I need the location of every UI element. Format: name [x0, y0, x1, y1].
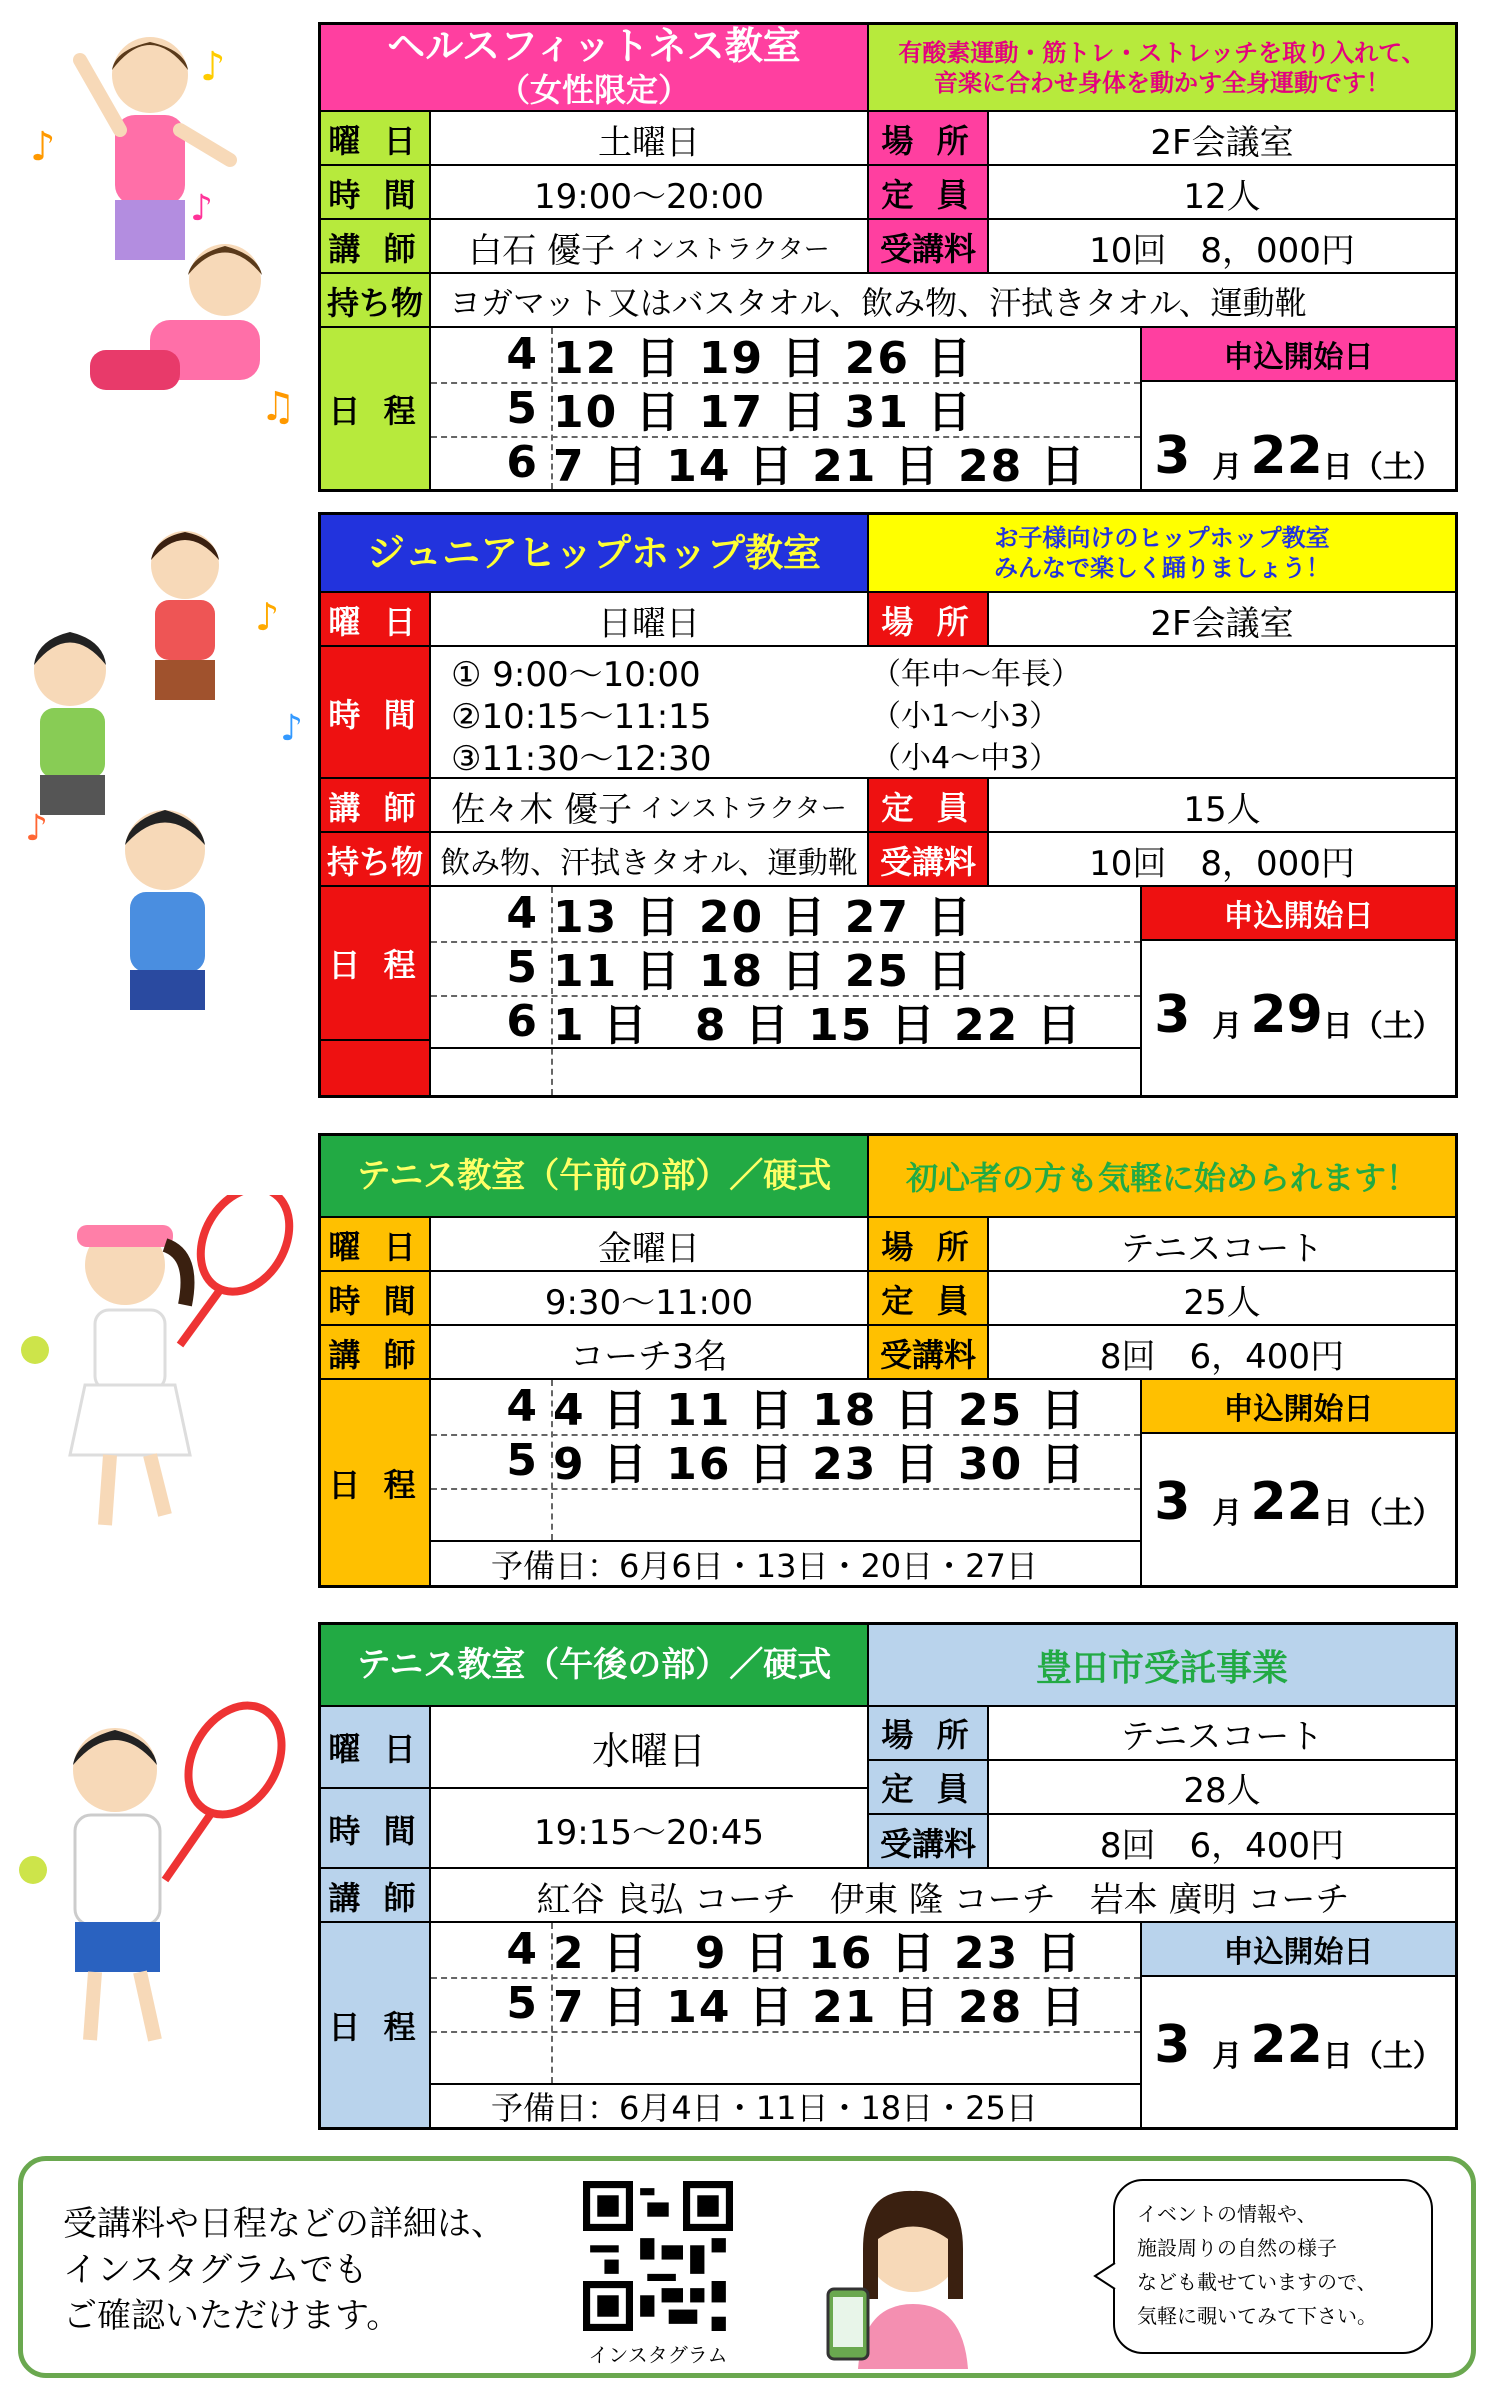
fee-label: 受講料 [869, 833, 989, 887]
health-fitness-section [318, 22, 1458, 492]
footer-line: ご確認いただけます。 [63, 2296, 401, 2336]
instructor-label: 講 師 [321, 1869, 431, 1923]
fee-label: 受講料 [869, 1326, 989, 1380]
s1-desc-line2: 音楽に合わせ身体を動かす全身運動です！ [934, 68, 1390, 97]
s3-place: テニスコート [1120, 1228, 1324, 1269]
capacity-label: 定 員 [869, 1761, 989, 1815]
place-label: 場 所 [869, 112, 989, 166]
svg-text:♪: ♪ [25, 808, 48, 849]
s1-capacity: 12人 [1183, 176, 1261, 217]
s4-apply-date: 3 月 22 日（土） [1154, 2015, 1443, 2075]
time-label: 時 間 [321, 166, 431, 220]
bubble-line: 気軽に覗いてみて下さい。 [1137, 2304, 1377, 2328]
s1-title-sub: （女性限定） [497, 70, 690, 109]
instructor-label: 講 師 [321, 1326, 431, 1380]
weekday-label: 曜 日 [321, 1707, 431, 1789]
schedule-label: 日 程 [321, 887, 431, 1041]
weekday-label: 曜 日 [321, 1218, 431, 1272]
s4-place: テニスコート [989, 1707, 1455, 1761]
svg-text:♪: ♪ [280, 708, 303, 749]
s1-time: 19:00〜20:00 [431, 166, 869, 220]
apply-start-label: 申込開始日 [1142, 328, 1455, 382]
apply-start-label: 申込開始日 [1142, 887, 1455, 941]
s1-schedule-row: 4 12 日 19 日 26 日 [506, 328, 974, 384]
s2-weekday: 日曜日 [431, 593, 869, 647]
s2-fee: 10回 8，000円 [1089, 843, 1355, 884]
s1-instructor-name: 白石 優子 [468, 230, 616, 271]
s1-schedule-row: 6 7 日 14 日 21 日 28 日 [506, 436, 1087, 492]
fee-label: 受講料 [869, 1815, 989, 1869]
svg-text:♪: ♪ [200, 44, 226, 90]
schedule-label: 日 程 [321, 1380, 431, 1585]
svg-text:♪: ♪ [30, 124, 56, 170]
s4-time: 19:15〜20:45 [431, 1789, 869, 1869]
s3-fee: 8回 6，400円 [1099, 1336, 1345, 1377]
s1-instructor [431, 220, 869, 274]
s1-apply-date: 3 月 22 日（土） [1154, 426, 1443, 486]
apply-start-label: 申込開始日 [1142, 1923, 1455, 1977]
s4-schedule-row: 5 7 日 14 日 21 日 28 日 [506, 1977, 1087, 2033]
schedule-label: 日 程 [321, 1923, 431, 2127]
time-label: 時 間 [321, 1272, 431, 1326]
s1-title [321, 25, 869, 110]
hiphop-kids-illustration [15, 520, 305, 1040]
s4-fee: 8回 6，400円 [1099, 1825, 1345, 1866]
s4-title: テニス教室（午後の部）／硬式 [321, 1625, 869, 1705]
capacity-label: 定 員 [869, 779, 989, 833]
s2-capacity: 15人 [1183, 789, 1261, 830]
s3-reserve-days: 予備日：6月6日・13日・20日・27日 [491, 1546, 1038, 1585]
s4-schedule-row: 4 2 日 9 日 16 日 23 日 [506, 1923, 1083, 1979]
s2-schedule-row: 6 1 日 8 日 15 日 22 日 [506, 995, 1083, 1051]
s2-instructor [431, 779, 869, 833]
s2-title: ジュニアヒップホップ教室 [321, 515, 869, 591]
time-label: 時 間 [321, 647, 431, 779]
time-label: 時 間 [321, 1789, 431, 1869]
woman-with-phone-illustration [803, 2169, 1003, 2369]
qr-label: インスタグラム [588, 2343, 728, 2367]
fee-label: 受講料 [869, 220, 989, 274]
weekday-label: 曜 日 [321, 112, 431, 166]
s3-schedule-row: 5 9 日 16 日 23 日 30 日 [506, 1434, 1087, 1490]
footer-line: 受講料や日程などの詳細は、 [63, 2204, 505, 2244]
s2-apply-date: 3 月 29 日（土） [1154, 985, 1443, 1045]
apply-start-label: 申込開始日 [1142, 1380, 1455, 1434]
place-label: 場 所 [869, 593, 989, 647]
s3-title: テニス教室（午前の部）／硬式 [321, 1136, 869, 1216]
s2-place: 2F会議室 [1150, 603, 1294, 644]
s4-capacity: 28人 [989, 1761, 1455, 1815]
s1-fee: 10回 8，000円 [1089, 230, 1355, 271]
s1-description [869, 25, 1455, 110]
s2-instructor-name: 佐々木 優子 [451, 789, 633, 830]
items-label: 持ち物 [321, 274, 431, 328]
s4-instructors: 紅谷 良弘 コーチ 伊東 隆 コーチ 岩本 廣明 コーチ [536, 1879, 1350, 1920]
capacity-label: 定 員 [869, 1272, 989, 1326]
footer-line: インスタグラムでも [63, 2250, 368, 2290]
s3-apply-box [1140, 1380, 1455, 1585]
svg-text:♫: ♫ [260, 384, 296, 430]
s4-apply-box [1140, 1923, 1455, 2127]
s1-instructor-role: インストラクター [623, 234, 830, 265]
s3-schedule-row: 4 4 日 11 日 18 日 25 日 [506, 1380, 1087, 1436]
s3-apply-date: 3 月 22 日（土） [1154, 1472, 1443, 1532]
instructor-label: 講 師 [321, 220, 431, 274]
bubble-line: 施設周りの自然の様子 [1137, 2236, 1337, 2260]
speech-bubble-tail [1093, 2261, 1117, 2291]
s2-times: ① 9:00〜10:00 （年中〜年長） ②10:15〜11:15 （小1〜小3） ③11:30〜12:30 （小4〜中3） [451, 654, 1081, 779]
tennis-morning-section [318, 1133, 1458, 1588]
s1-apply-box [1140, 328, 1455, 489]
tennis-afternoon-section [318, 1622, 1458, 2130]
s2-instructor-role: インストラクター [640, 793, 847, 824]
s1-desc-line1: 有酸素運動・筋トレ・ストレッチを取り入れて、 [898, 38, 1426, 67]
svg-text:♪: ♪ [190, 188, 213, 229]
junior-hiphop-section [318, 512, 1458, 1098]
s1-place: 2F会議室 [1150, 122, 1294, 163]
s3-description: 初心者の方も気軽に始められます！ [869, 1136, 1455, 1216]
s1-title-main: ヘルスフィットネス教室 [387, 25, 801, 68]
schedule-label: 日 程 [321, 328, 431, 489]
s2-schedule-row: 4 13 日 20 日 27 日 [506, 887, 974, 943]
s1-weekday: 土曜日 [431, 112, 869, 166]
bubble-line: イベントの情報や、 [1137, 2202, 1317, 2226]
dancing-women-illustration [20, 20, 310, 440]
instructor-label: 講 師 [321, 779, 431, 833]
s4-description: 豊田市受託事業 [869, 1625, 1455, 1705]
tennis-girl-illustration [15, 1195, 305, 1555]
capacity-label: 定 員 [869, 166, 989, 220]
s3-instructor: コーチ3名 [431, 1326, 869, 1380]
s4-weekday: 水曜日 [431, 1707, 869, 1789]
s2-desc-line2: みんなで楽しく踊りましょう！ [994, 554, 1330, 582]
s3-time: 9:30〜11:00 [431, 1272, 869, 1326]
footer-message [63, 2201, 505, 2339]
s1-schedule-row: 5 10 日 17 日 31 日 [506, 382, 974, 438]
s2-apply-box [1140, 887, 1455, 1095]
bubble-line: なども載せていますので、 [1137, 2270, 1377, 2294]
s2-desc-line1: お子様向けのヒップホップ教室 [994, 524, 1330, 552]
svg-text:♪: ♪ [255, 595, 280, 639]
place-label: 場 所 [869, 1707, 989, 1761]
weekday-label: 曜 日 [321, 593, 431, 647]
s2-schedule-row: 5 11 日 18 日 25 日 [506, 941, 974, 997]
s2-description [869, 515, 1455, 591]
s1-items: ヨガマット又はバスタオル、飲み物、汗拭きタオル、運動靴 [449, 284, 1307, 322]
instagram-qr-code[interactable] [583, 2181, 733, 2331]
s4-reserve-days: 予備日：6月4日・11日・18日・25日 [491, 2089, 1038, 2127]
footer-panel [18, 2156, 1476, 2378]
place-label: 場 所 [869, 1218, 989, 1272]
tennis-boy-illustration [15, 1690, 305, 2070]
s3-weekday: 金曜日 [431, 1218, 869, 1272]
s2-items: 飲み物、汗拭きタオル、運動靴 [431, 833, 869, 887]
speech-bubble [1113, 2179, 1433, 2354]
s3-capacity: 25人 [1183, 1282, 1261, 1323]
items-label: 持ち物 [321, 833, 431, 887]
